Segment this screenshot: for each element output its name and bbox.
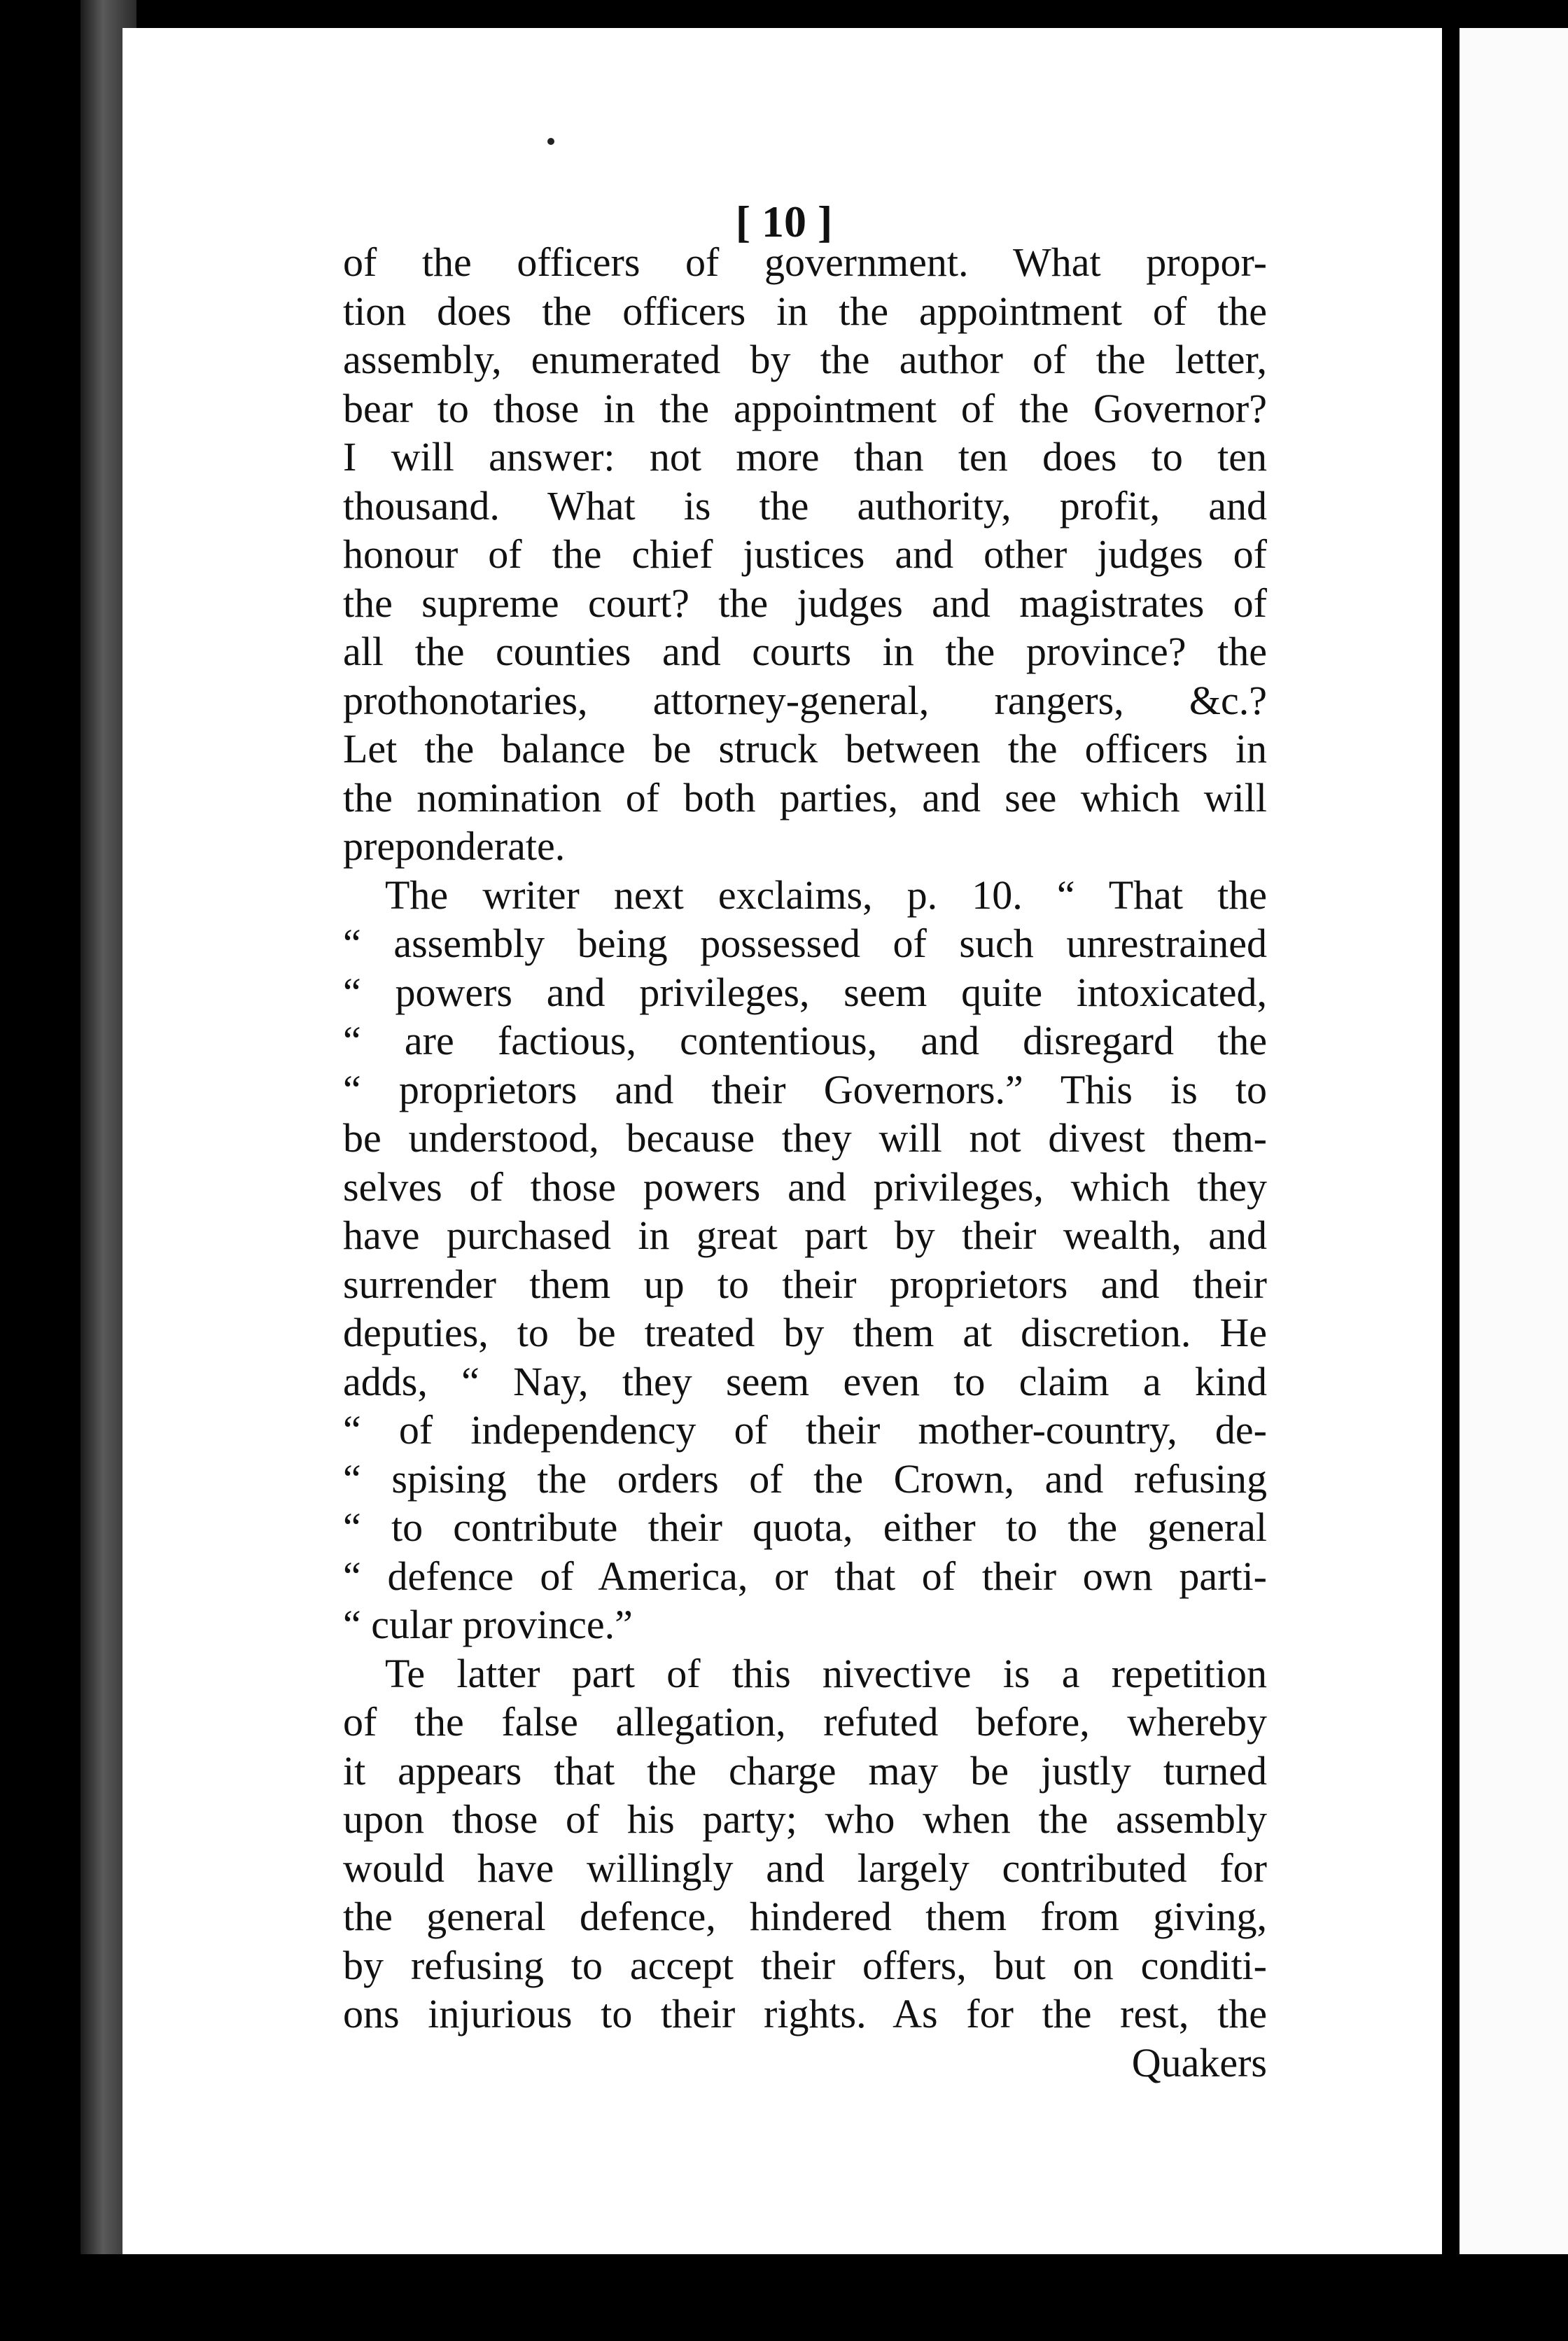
text-line: be understood, because they will not divest them-	[343, 1115, 1267, 1161]
text-line: all the counties and courts in the province? the	[343, 629, 1267, 674]
text-line: of the officers of government. What propor-	[343, 239, 1267, 285]
text-line: “ defence of America, or that of their own parti-	[343, 1553, 1267, 1599]
text-line: deputies, to be treated by them at discretion. He	[343, 1310, 1267, 1355]
text-line: would have willingly and largely contributed for	[343, 1845, 1267, 1891]
text-line: Let the balance be struck between the officers in	[343, 726, 1267, 771]
body-text	[343, 238, 1267, 2087]
text-line: the nomination of both parties, and see which will	[343, 774, 1267, 820]
text-line: of the false allegation, refuted before, whereby	[343, 1699, 1267, 1745]
text-line: by refusing to accept their offers, but on conditi-	[343, 1942, 1267, 1988]
text-line: thousand. What is the authority, profit, and	[343, 482, 1267, 529]
text-line: upon those of his party; who when the assembly	[343, 1796, 1267, 1842]
text-line: bear to those in the appointment of the Governor?	[343, 385, 1267, 431]
catchword: Quakers	[1131, 2039, 1267, 2085]
text-line: “ are factious, contentious, and disregard the	[343, 1018, 1267, 1063]
text-line: “ powers and privileges, seem quite intoxicated,	[343, 969, 1267, 1015]
adjacent-page-edge	[1460, 28, 1568, 2254]
text-line: honour of the chief justices and other judges of	[343, 531, 1267, 577]
text-line: selves of those powers and privileges, which they	[343, 1163, 1267, 1210]
text-line: the general defence, hindered them from giving,	[343, 1894, 1267, 1939]
text-line: have purchased in great part by their wealth, and	[343, 1213, 1267, 1258]
text-line: the supreme court? the judges and magistrates of	[343, 580, 1267, 626]
text-line: adds, “ Nay, they seem even to claim a kind	[343, 1358, 1267, 1404]
page-number: [ 10 ]	[735, 197, 833, 246]
text-line: prothonotaries, attorney-general, rangers, &c.?	[343, 677, 1267, 723]
text-line: “ spising the orders of the Crown, and refusing	[343, 1455, 1267, 1502]
page-edge-shadow	[1442, 28, 1460, 2254]
text-line: “ cular province.”	[343, 1602, 633, 1647]
text-line: “ to contribute their quota, either to the general	[343, 1504, 1267, 1550]
text-line: I will answer: not more than ten does to ten	[343, 434, 1267, 480]
text-line: it appears that the charge may be justly turned	[343, 1747, 1267, 1794]
text-line: “ of independency of their mother-country, de-	[343, 1407, 1267, 1453]
text-line: Te latter part of this nivective is a repetition	[385, 1650, 1267, 1696]
text-line: “ assembly being possessed of such unrestrained	[343, 921, 1267, 966]
text-line: surrender them up to their proprietors and their	[343, 1261, 1267, 1307]
text-line: assembly, enumerated by the author of the letter,	[343, 337, 1267, 382]
bottom-scan-edge	[0, 2254, 1568, 2341]
text-line: The writer next exclaims, p. 10. “ That the	[385, 872, 1267, 918]
text-line: “ proprietors and their Governors.” This is to	[343, 1066, 1267, 1112]
text-line: ons injurious to their rights. As for the rest, the	[343, 1991, 1267, 2036]
stray-ink-mark	[547, 138, 554, 145]
text-line: tion does the officers in the appointment of the	[343, 288, 1267, 334]
text-line: preponderate.	[343, 823, 566, 869]
